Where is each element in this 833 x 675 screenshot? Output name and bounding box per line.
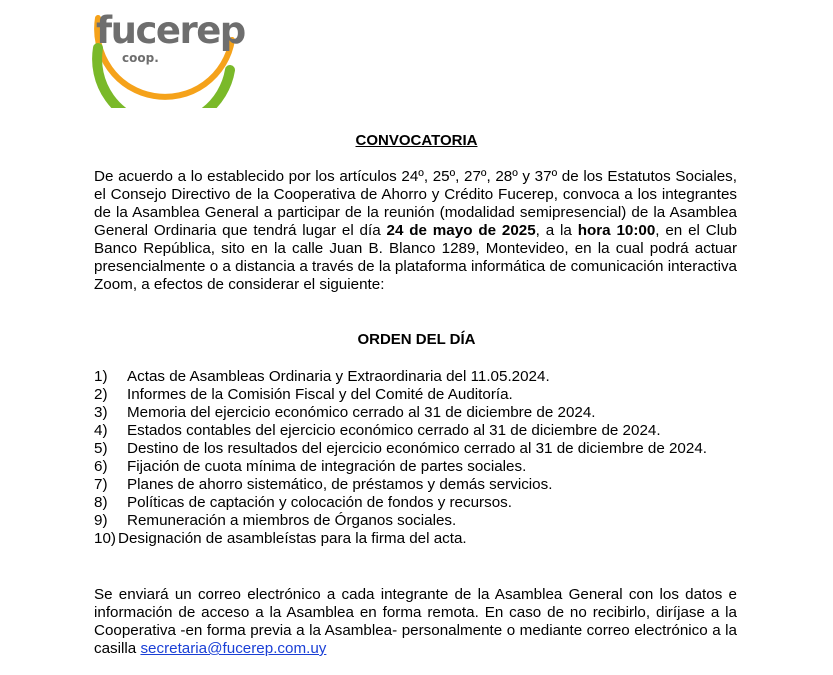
agenda-title: ORDEN DEL DÍA: [357, 331, 476, 348]
agenda-item: [94, 512, 737, 530]
agenda-item: [94, 440, 737, 458]
agenda-item-number: 9): [94, 512, 108, 529]
agenda-item-number: 8): [94, 494, 108, 511]
agenda-item: [94, 494, 737, 512]
agenda-item-text: Estados contables del ejercicio económico cerrado al 31 de diciembre de 2024.: [127, 422, 661, 439]
agenda-item-text: Planes de ahorro sistemático, de préstamos y demás servicios.: [127, 476, 553, 493]
email-link[interactable]: secretaria@fucerep.com.uy: [140, 640, 327, 657]
agenda-item-text: Políticas de captación y colocación de fondos y recursos.: [127, 494, 512, 511]
logo-wordmark: fucerep: [96, 9, 245, 52]
agenda-item: [94, 386, 737, 404]
agenda-item-number: 3): [94, 404, 108, 421]
intro-text-1: De acuerdo a lo establecido por los artículos 24º, 25º, 27º, 28º y 37º de los Estatutos Sociales, el Consejo Directivo de la Cooperativa de Ahorro y Crédito Fucerep, convoca a los integrantes de la Asamblea General a participar de la reunión (modalidad semipresencial) de la Asamblea General Ordinaria que tendrá lugar el día: [94, 168, 737, 239]
agenda-item-text: Fijación de cuota mínima de integración de partes sociales.: [127, 458, 527, 475]
agenda-item-number: 5): [94, 440, 108, 457]
agenda-item-text: Designación de asambleístas para la firma del acta.: [118, 530, 467, 547]
agenda-item: [94, 404, 737, 422]
intro-text-2: , a la: [535, 222, 578, 239]
agenda-item-text: Informes de la Comisión Fiscal y del Comité de Auditoría.: [127, 386, 513, 403]
agenda-item: [94, 368, 737, 386]
agenda-item: [94, 530, 737, 548]
logo-subtitle: coop.: [122, 51, 159, 65]
agenda-item: [94, 422, 737, 440]
agenda-item-text: Memoria del ejercicio económico cerrado al 31 de diciembre de 2024.: [127, 404, 596, 421]
agenda-item-number: 7): [94, 476, 108, 493]
closing-text: Se enviará un correo electrónico a cada integrante de la Asamblea General con los datos e información de acceso a la Asamblea en forma remota. En caso de no recibirlo, diríjase a la Cooperativa -en forma previa a la Asamblea- personalmente o mediante correo electrónico a la casilla: [94, 586, 737, 657]
agenda-item-number: 6): [94, 458, 108, 475]
agenda-item-number: 2): [94, 386, 108, 403]
closing-paragraph: [94, 586, 737, 658]
agenda-item-number: 1): [94, 368, 108, 385]
intro-text-3: , en el Club Banco República, sito en la calle Juan B. Blanco 1289, Montevideo, en la cual podrá actuar presencialmente o a distancia a través de la plataforma informática de comunicación interactiva Zoom, a efectos de considerar el siguiente:: [94, 222, 737, 293]
intro-paragraph: [94, 168, 737, 294]
agenda-item-number: 4): [94, 422, 108, 439]
meeting-time: hora 10:00: [577, 222, 656, 239]
agenda-item: [94, 458, 737, 476]
agenda-item: [94, 476, 737, 494]
agenda-item-text: Actas de Asambleas Ordinaria y Extraordinaria del 11.05.2024.: [127, 368, 550, 385]
meeting-date: 24 de mayo de 2025: [386, 222, 536, 239]
agenda-item-text: Remuneración a miembros de Órganos sociales.: [127, 512, 457, 529]
agenda-item-number: 10): [94, 530, 116, 547]
agenda-list: [94, 368, 737, 548]
fucerep-logo: [90, 0, 245, 108]
agenda-item-text: Destino de los resultados del ejercicio económico cerrado al 31 de diciembre de 2024.: [127, 440, 707, 457]
page-title: CONVOCATORIA: [355, 132, 478, 149]
